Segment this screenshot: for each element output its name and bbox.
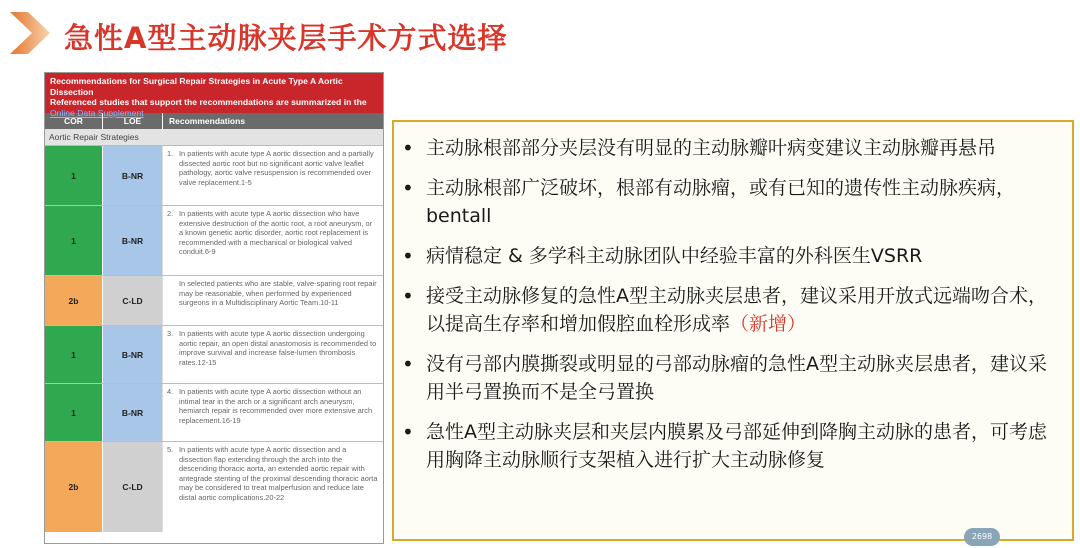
recommendation-text: In patients with acute type A aortic dissection and a dissection flap extending through the arch into the descending thoracic aorta, an extended aortic repair with antegrade stenting of the proximal descending thoracic aorta may be considered to treat malperfusion and reduce late distal aortic complications.20-22 — [179, 445, 378, 502]
recommendation-number: 1. — [167, 149, 174, 158]
bullet-text: 没有弓部内膜撕裂或明显的弓部动脉瘤的急性A型主动脉夹层患者，建议采用半弓置换而不是全弓置换 — [426, 353, 1047, 403]
bullet-item — [402, 134, 1062, 162]
bullet-dot-icon: • — [402, 176, 414, 200]
table-row — [45, 326, 383, 384]
cor-cell: 1 — [45, 206, 103, 275]
recommendation-number: 4. — [167, 387, 174, 396]
bullet-item — [402, 418, 1062, 474]
bullet-item — [402, 350, 1062, 406]
recommendation-cell — [163, 442, 383, 532]
table-row — [45, 146, 383, 206]
table-row — [45, 384, 383, 442]
bullet-text: 接受主动脉修复的急性A型主动脉夹层患者，建议采用开放式远端吻合术，以提高生存率和增加假腔血栓形成率 — [426, 285, 1047, 335]
bullet-dot-icon: • — [402, 352, 414, 376]
bullet-dot-icon: • — [402, 420, 414, 444]
chevron-arrow-icon — [6, 8, 56, 58]
recommendation-number: 5. — [167, 445, 174, 454]
page-number-badge: 2698 — [964, 528, 1000, 546]
recommendation-number: 3. — [167, 329, 174, 338]
recommendation-cell — [163, 384, 383, 441]
table-row — [45, 206, 383, 276]
recommendation-number: 2. — [167, 209, 174, 218]
loe-cell: C-LD — [103, 442, 163, 532]
column-loe: LOE — [103, 113, 163, 129]
bullet-item — [402, 242, 1062, 270]
table-row — [45, 442, 383, 532]
guideline-header-note: Referenced studies that support the recommendations are summarized in the Online Data Supplement — [50, 97, 367, 118]
loe-cell: B-NR — [103, 206, 163, 275]
bullet-list — [394, 122, 1072, 474]
column-headers — [45, 113, 383, 129]
recommendation-text: In selected patients who are stable, valve-sparing root repair may be reasonable, when performed by experienced surgeons in a Multidisciplinary Aortic Team.10-11 — [179, 279, 377, 307]
new-tag: （新增） — [730, 313, 807, 335]
bullet-text: 主动脉根部部分夹层没有明显的主动脉瓣叶病变建议主动脉瓣再悬吊 — [426, 137, 997, 159]
loe-cell: B-NR — [103, 326, 163, 383]
recommendation-cell — [163, 326, 383, 383]
cor-cell: 2b — [45, 442, 103, 532]
bullet-text: 急性A型主动脉夹层和夹层内膜累及弓部延伸到降胸主动脉的患者，可考虑用胸降主动脉顺行支架植入进行扩大主动脉修复 — [426, 421, 1047, 471]
cor-cell: 1 — [45, 384, 103, 441]
column-recommendations: Recommendations — [169, 116, 246, 126]
recommendation-text: In patients with acute type A aortic dissection who have extensive destruction of the aortic root, a root aneurysm, or a known genetic aortic disorder, aortic root replacement is recommended with a mechanical or biological valved conduit.6-9 — [179, 209, 373, 256]
recommendation-cell — [163, 146, 383, 205]
column-cor: COR — [45, 113, 103, 129]
loe-cell: B-NR — [103, 384, 163, 441]
table-row — [45, 276, 383, 326]
bullet-item — [402, 282, 1062, 338]
recommendation-cell — [163, 276, 383, 325]
guideline-header — [45, 73, 383, 118]
recommendation-cell — [163, 206, 383, 275]
cor-cell: 2b — [45, 276, 103, 325]
recommendation-text: In patients with acute type A aortic dissection undergoing aortic repair, an open distal anastomosis is recommended to improve survival and increase false-lumen thrombosis rates.12-15 — [179, 329, 377, 367]
summary-panel — [392, 120, 1074, 541]
recommendation-text: In patients with acute type A aortic dissection without an intimal tear in the arch or a significant arch aneurysm, hemiarch repair is recommended over more extensive arch replacement.16-19 — [179, 387, 373, 425]
loe-cell: B-NR — [103, 146, 163, 205]
cor-cell: 1 — [45, 146, 103, 205]
guideline-header-title: Recommendations for Surgical Repair Strategies in Acute Type A Aortic Dissection — [50, 76, 343, 97]
online-data-supplement-link[interactable]: Online Data Supplement — [50, 107, 144, 118]
recommendation-number — [167, 279, 179, 323]
bullet-dot-icon: • — [402, 136, 414, 160]
title-bar — [0, 0, 1080, 68]
cor-cell: 1 — [45, 326, 103, 383]
guideline-table — [44, 72, 384, 544]
bullet-dot-icon: • — [402, 244, 414, 268]
bullet-dot-icon: • — [402, 284, 414, 308]
bullet-text: 病情稳定 & 多学科主动脉团队中经验丰富的外科医生VSRR — [426, 245, 923, 267]
recommendation-text: In patients with acute type A aortic dissection and a partially dissected aortic root but no significant aortic valve leaflet pathology, aortic valve resuspension is recommended over valve replacement.1-5 — [179, 149, 374, 187]
section-label: Aortic Repair Strategies — [45, 129, 383, 146]
bullet-item — [402, 174, 1062, 230]
slide-title: 急性A型主动脉夹层手术方式选择 — [64, 21, 508, 55]
loe-cell: C-LD — [103, 276, 163, 325]
bullet-text: 主动脉根部广泛破坏，根部有动脉瘤，或有已知的遗传性主动脉疾病，bentall — [426, 177, 1016, 227]
